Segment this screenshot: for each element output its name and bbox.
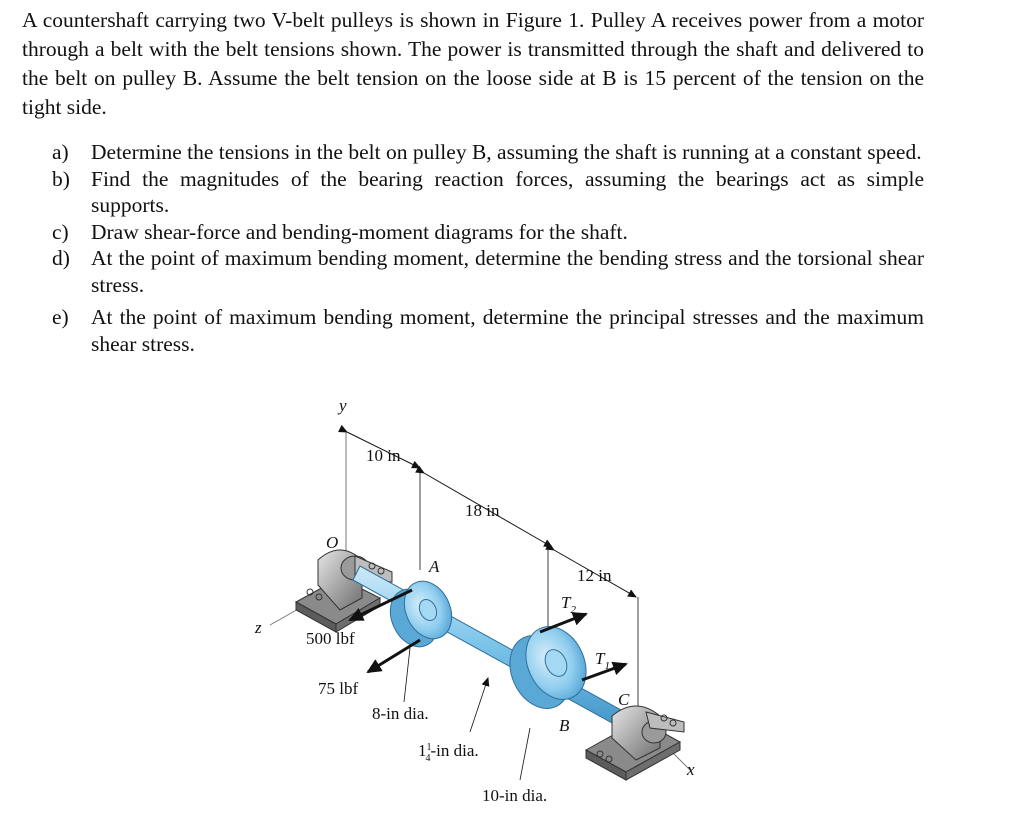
shaft-dia-label (418, 741, 479, 764)
force-75-label: 75 lbf (318, 679, 359, 698)
shaft-dia-denominator: 4 (425, 753, 431, 764)
tension-t1-subscript: 1 (604, 660, 610, 672)
question-label: b) (52, 166, 70, 191)
question-label: d) (52, 246, 70, 270)
tension-t2-subscript: 2 (570, 604, 576, 616)
shaft-dia-whole: 1 (418, 741, 427, 760)
leader-8in (404, 648, 410, 702)
shaft-dia-numerator: 1 (426, 742, 432, 753)
pulley-a-dia-label: 8-in dia. (372, 704, 429, 723)
z-axis-line (270, 608, 300, 625)
question-label: c) (52, 219, 69, 244)
question-text: At the point of maximum bending moment, determine the principal stresses and the maximum shear stress. (91, 305, 924, 356)
dim-10in-label: 10 in (366, 446, 401, 465)
point-c-label: C (618, 690, 630, 709)
tension-t2-label (561, 593, 576, 616)
force-arrow-t2 (540, 614, 586, 632)
shaft-dia-unit: -in dia. (430, 741, 479, 760)
problem-intro: A countershaft carrying two V-belt pulleys is shown in Figure 1. Pulley A receives power from a motor through a belt with the belt tensions shown. The power is transmitted through the shaft and delivered to the belt on pulley B. Assume the belt tension on the loose side at B is 15 percent of the tension on the tight side. (22, 8, 924, 119)
dim-12in-label: 12 in (577, 566, 612, 585)
point-a-label: A (429, 557, 440, 576)
leader-shaft-dia (470, 678, 488, 732)
question-text: At the point of maximum bending moment, determine the bending stress and the torsional shear stress. (91, 246, 924, 297)
question-text: Draw shear-force and bending-moment diagrams for the shaft. (91, 219, 628, 244)
tension-t1-label (595, 649, 610, 672)
tension-t2-symbol: T (561, 593, 571, 612)
force-arrow-75 (368, 640, 420, 672)
force-500-label: 500 lbf (306, 629, 355, 648)
question-text: Determine the tensions in the belt on pulley B, assuming the shaft is running at a constant speed. (91, 140, 922, 164)
axis-y-label: y (339, 396, 347, 415)
axis-z-label: z (255, 618, 262, 637)
pulley-b-dia-label: 10-in dia. (482, 786, 548, 805)
point-b-label: B (559, 716, 570, 735)
origin-label: O (326, 533, 339, 552)
leader-10in (520, 728, 530, 780)
tension-t1-symbol: T (595, 649, 605, 668)
question-label: e) (52, 305, 69, 329)
question-text: Find the magnitudes of the bearing reaction forces, assuming the bearings act as simple supports. (91, 166, 924, 217)
dim-18in-label: 18 in (465, 501, 500, 520)
axis-x-label: x (687, 760, 695, 779)
question-label: a) (52, 140, 69, 164)
